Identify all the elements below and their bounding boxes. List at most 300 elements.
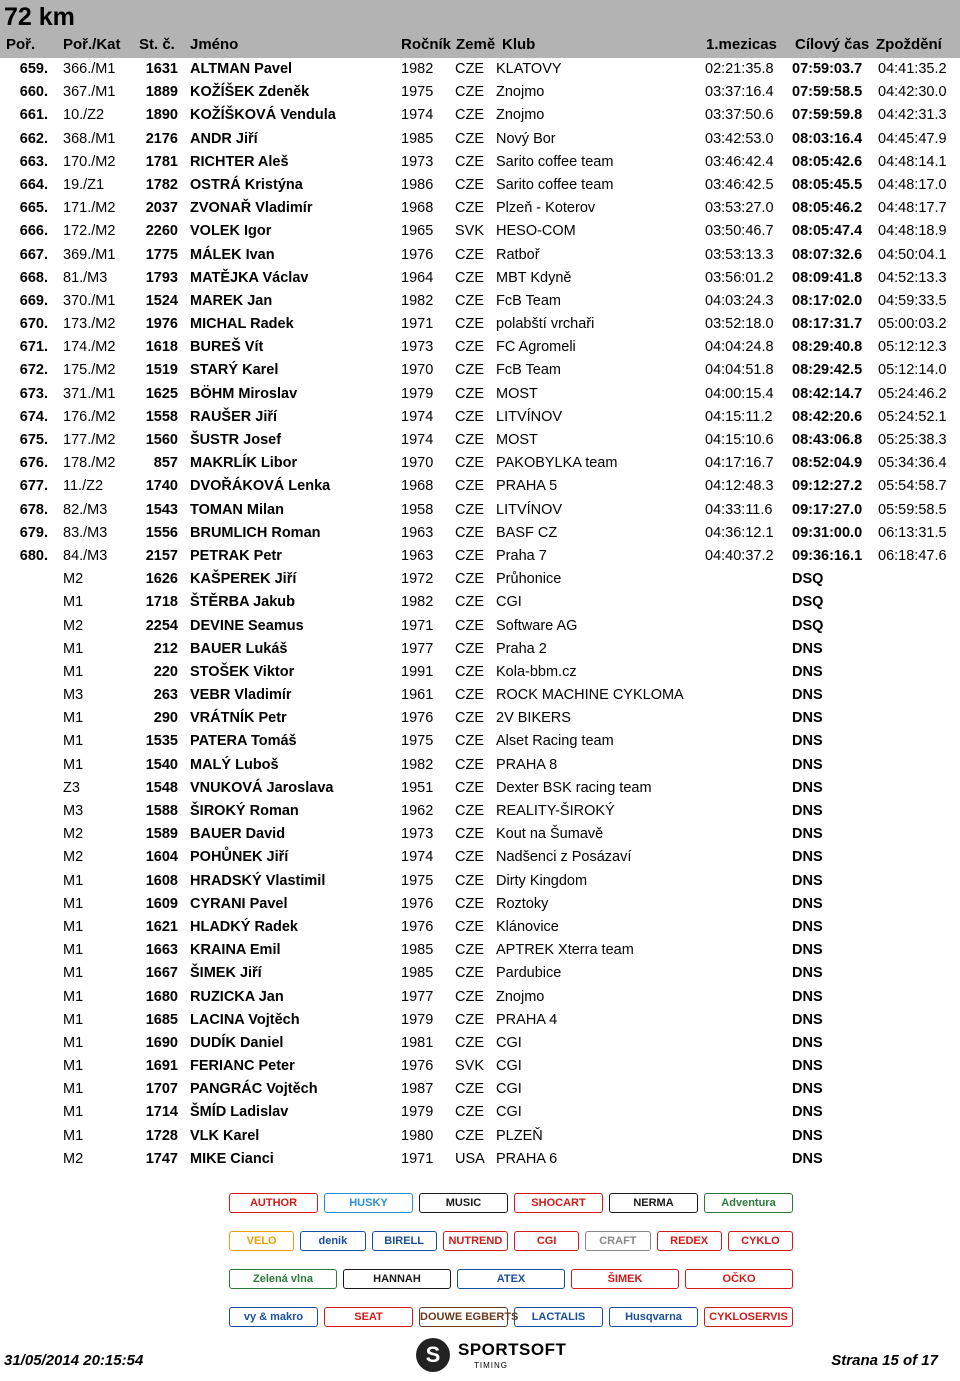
cell-country: CZE: [455, 803, 484, 819]
sponsor-logo: NERMA: [609, 1193, 698, 1213]
cell-delay: 04:48:18.9: [878, 223, 947, 240]
cell-finish-time: 08:42:14.7: [792, 385, 863, 402]
table-row: [0, 615, 960, 638]
cell-name: BÖHM Miroslav: [190, 385, 298, 402]
cell-position: 662.: [19, 130, 48, 147]
cell-finish-time: DNS: [792, 1150, 823, 1167]
cell-position: 667.: [19, 246, 48, 263]
cell-name: KAŠPEREK Jiří: [190, 571, 297, 588]
cell-finish-time: DNS: [792, 779, 823, 796]
cell-category-position: 175./M2: [63, 362, 116, 379]
cell-delay: 06:18:47.6: [878, 547, 947, 564]
cell-club: Plzeň - Koterov: [496, 200, 596, 217]
cell-year: 1979: [401, 1104, 434, 1121]
table-row: [0, 962, 960, 985]
cell-start-number: 1625: [145, 385, 178, 402]
cell-country: CZE: [455, 918, 484, 935]
cell-country: CZE: [455, 1104, 484, 1121]
table-row: [0, 777, 960, 800]
cell-name: HLADKÝ Radek: [190, 918, 298, 935]
cell-category-position: 370./M1: [63, 292, 116, 309]
cell-split-time: 04:03:24.3: [705, 292, 774, 309]
cell-category-position: M1: [63, 872, 84, 889]
cell-name: BAUER David: [190, 826, 286, 843]
sponsor-logo: CRAFT: [585, 1231, 650, 1251]
cell-finish-time: DNS: [792, 918, 823, 935]
cell-finish-time: DNS: [792, 710, 823, 727]
cell-delay: 05:59:58.5: [878, 501, 947, 518]
cell-start-number: 1667: [145, 965, 178, 982]
cell-position: 674.: [19, 408, 48, 425]
table-row: [0, 684, 960, 707]
cell-start-number: 1621: [145, 918, 178, 935]
cell-year: 1971: [401, 617, 434, 634]
cell-split-time: 03:50:46.7: [705, 223, 774, 240]
cell-split-time: 04:17:16.7: [705, 455, 774, 472]
cell-start-number: 1728: [145, 1127, 178, 1144]
cell-delay: 04:45:47.9: [878, 130, 947, 147]
cell-year: 1971: [401, 316, 434, 333]
cell-start-number: 1608: [145, 872, 178, 889]
sponsor-logo: LACTALIS: [514, 1307, 603, 1327]
cell-country: CZE: [455, 246, 484, 263]
cell-club: CGI: [496, 594, 522, 611]
cell-delay: 04:52:13.3: [878, 269, 947, 286]
cell-split-time: 03:53:27.0: [705, 200, 774, 217]
table-row: [0, 452, 960, 475]
cell-finish-time: 08:29:42.5: [792, 362, 863, 379]
cell-start-number: 1540: [145, 756, 178, 773]
results-table: [0, 58, 960, 1171]
cell-club: Alset Racing team: [496, 733, 614, 750]
cell-year: 1974: [401, 432, 434, 448]
cell-club: CGI: [496, 1058, 522, 1075]
cell-position: 666.: [19, 223, 48, 240]
cell-start-number: 1691: [145, 1058, 178, 1075]
cell-year: 1976: [401, 895, 434, 912]
cell-club: KLATOVY: [496, 61, 562, 77]
cell-finish-time: 09:12:27.2: [792, 478, 863, 495]
cell-split-time: 03:37:16.4: [705, 84, 774, 101]
cell-split-time: 04:15:11.2: [705, 408, 773, 425]
cell-finish-time: 08:07:32.6: [792, 246, 863, 263]
cell-year: 1976: [401, 918, 434, 935]
cell-start-number: 1707: [145, 1081, 178, 1098]
cell-year: 1973: [401, 153, 434, 170]
cell-category-position: 170./M2: [63, 153, 116, 170]
header-klub: Klub: [502, 36, 536, 53]
cell-country: CZE: [455, 779, 484, 796]
cell-split-time: 04:36:12.1: [705, 524, 774, 541]
cell-country: CZE: [455, 826, 484, 843]
cell-club: FcB Team: [496, 292, 562, 309]
cell-name: ANDR Jiří: [190, 130, 258, 147]
cell-start-number: 857: [153, 455, 178, 472]
cell-finish-time: DNS: [792, 1011, 823, 1028]
cell-club: CGI: [496, 1104, 522, 1121]
cell-country: CZE: [455, 478, 484, 495]
cell-country: CZE: [455, 988, 484, 1005]
table-row: [0, 870, 960, 893]
cell-split-time: 04:40:37.2: [705, 547, 774, 564]
cell-country: CZE: [455, 872, 484, 889]
cell-club: PRAHA 6: [496, 1150, 558, 1167]
table-row: [0, 128, 960, 151]
cell-start-number: 2260: [145, 223, 178, 240]
cell-start-number: 1718: [145, 594, 178, 611]
table-row: [0, 893, 960, 916]
cell-finish-time: DSQ: [792, 594, 824, 611]
header-zpozdeni: Zpoždění: [876, 36, 942, 53]
cell-country: CZE: [455, 1081, 484, 1098]
cell-delay: 05:24:46.2: [878, 385, 947, 402]
table-row: [0, 174, 960, 197]
cell-year: 1964: [401, 269, 434, 286]
cell-finish-time: DNS: [792, 895, 823, 912]
cell-name: MALÝ Luboš: [190, 756, 279, 773]
cell-finish-time: DNS: [792, 640, 823, 657]
cell-year: 1985: [401, 965, 434, 982]
cell-category-position: 172./M2: [63, 223, 116, 240]
print-date: 31/05/2014 20:15:54: [4, 1352, 144, 1369]
cell-position: 679.: [19, 524, 48, 541]
cell-name: CYRANI Pavel: [190, 895, 288, 912]
table-row: [0, 1055, 960, 1078]
cell-category-position: M1: [63, 1058, 84, 1075]
header-mezicas: 1.mezicas: [706, 36, 777, 53]
cell-start-number: 1890: [145, 107, 178, 124]
cell-name: STOŠEK Viktor: [190, 663, 295, 680]
cell-country: CZE: [455, 756, 484, 773]
cell-year: 1985: [401, 130, 434, 147]
cell-year: 1965: [401, 223, 434, 240]
cell-delay: 05:24:52.1: [878, 408, 947, 425]
cell-name: ZVONAŘ Vladimír: [190, 200, 313, 217]
cell-country: CZE: [455, 733, 484, 750]
cell-year: 1973: [401, 826, 434, 843]
cell-club: Praha 2: [496, 640, 547, 657]
cell-category-position: M1: [63, 1081, 84, 1098]
cell-position: 677.: [19, 478, 48, 495]
cell-club: MOST: [496, 432, 538, 448]
sponsor-logo: CGI: [514, 1231, 579, 1251]
cell-finish-time: 08:05:42.6: [792, 153, 863, 170]
cell-start-number: 1548: [145, 779, 178, 796]
sponsor-logo: NUTREND: [443, 1231, 508, 1251]
cell-club: polabští vrchaři: [496, 316, 595, 333]
cell-category-position: M2: [63, 1150, 84, 1167]
cell-position: 668.: [19, 269, 48, 286]
cell-split-time: 04:04:24.8: [705, 339, 774, 356]
cell-club: Sarito coffee team: [496, 176, 614, 193]
cell-country: SVK: [455, 223, 485, 240]
table-row: [0, 1009, 960, 1032]
cell-finish-time: DNS: [792, 826, 823, 843]
cell-split-time: 03:42:53.0: [705, 130, 774, 147]
cell-start-number: 1543: [145, 501, 178, 518]
cell-delay: 04:48:17.7: [878, 200, 947, 217]
table-row: [0, 313, 960, 336]
cell-start-number: 1680: [145, 988, 178, 1005]
cell-position: 673.: [19, 385, 48, 402]
cell-year: 1979: [401, 385, 434, 402]
cell-start-number: 1558: [145, 408, 178, 425]
table-row: [0, 545, 960, 568]
cell-name: MAREK Jan: [190, 292, 273, 309]
cell-club: Kola-bbm.cz: [496, 663, 577, 680]
cell-position: 663.: [19, 153, 48, 170]
cell-split-time: 04:15:10.6: [705, 432, 774, 448]
cell-club: PRAHA 5: [496, 478, 558, 495]
cell-finish-time: DNS: [792, 803, 823, 819]
cell-name: BUREŠ Vít: [190, 339, 264, 356]
cell-year: 1970: [401, 455, 434, 472]
cell-start-number: 1714: [145, 1104, 178, 1121]
cell-club: PAKOBYLKA team: [496, 455, 618, 472]
cell-year: 1968: [401, 478, 434, 495]
cell-position: 672.: [19, 362, 48, 379]
cell-start-number: 1781: [145, 153, 178, 170]
cell-split-time: 04:00:15.4: [705, 385, 774, 402]
cell-category-position: 11./Z2: [63, 478, 104, 495]
cell-country: CZE: [455, 385, 484, 402]
cell-start-number: 212: [153, 640, 178, 657]
cell-finish-time: 09:17:27.0: [792, 501, 863, 518]
cell-split-time: 04:33:11.6: [705, 501, 773, 518]
sponsor-logo: MUSIC: [419, 1193, 508, 1213]
cell-position: 671.: [19, 339, 48, 356]
cell-delay: 04:50:04.1: [878, 246, 947, 263]
cell-year: 1961: [401, 687, 434, 704]
sponsor-logo: denik: [300, 1231, 365, 1251]
table-row: [0, 359, 960, 382]
cell-name: MAKRLÍK Libor: [190, 455, 298, 472]
sponsor-logo: OČKO: [685, 1269, 793, 1289]
cell-name: RUZICKA Jan: [190, 988, 284, 1005]
cell-category-position: 81./M3: [63, 269, 108, 286]
sponsor-logo: AUTHOR: [229, 1193, 318, 1213]
cell-start-number: 2176: [145, 130, 178, 147]
cell-club: CGI: [496, 1034, 522, 1051]
cell-start-number: 1524: [145, 292, 178, 309]
cell-finish-time: DNS: [792, 687, 823, 704]
cell-category-position: M1: [63, 918, 84, 935]
cell-country: CZE: [455, 965, 484, 982]
table-row: [0, 661, 960, 684]
cell-year: 1982: [401, 61, 434, 77]
cell-club: FcB Team: [496, 362, 562, 379]
cell-name: POHŮNEK Jiří: [190, 849, 289, 866]
cell-category-position: M2: [63, 826, 84, 843]
cell-position: 669.: [19, 292, 48, 309]
cell-start-number: 1782: [145, 176, 178, 193]
cell-category-position: M1: [63, 1104, 84, 1121]
cell-country: CZE: [455, 153, 484, 170]
cell-start-number: 1604: [145, 849, 178, 866]
cell-category-position: 177./M2: [63, 432, 116, 448]
cell-start-number: 1609: [145, 895, 178, 912]
cell-year: 1976: [401, 710, 434, 727]
cell-year: 1974: [401, 849, 434, 866]
sponsor-logos: [225, 1185, 795, 1335]
table-row: [0, 151, 960, 174]
cell-club: Dirty Kingdom: [496, 872, 588, 889]
cell-country: CZE: [455, 339, 484, 356]
cell-category-position: M1: [63, 756, 84, 773]
cell-year: 1982: [401, 756, 434, 773]
cell-name: VNUKOVÁ Jaroslava: [190, 779, 334, 796]
cell-start-number: 1588: [145, 803, 178, 819]
cell-year: 1974: [401, 107, 434, 124]
table-row: [0, 916, 960, 939]
cell-year: 1986: [401, 176, 434, 193]
sponsor-logo: vy & makro: [229, 1307, 318, 1327]
cell-year: 1979: [401, 1011, 434, 1028]
cell-year: 1962: [401, 803, 434, 819]
cell-name: ŠUSTR Josef: [190, 432, 282, 448]
cell-split-time: 03:46:42.5: [705, 176, 774, 193]
cell-name: ŠTĚRBA Jakub: [190, 594, 296, 611]
cell-name: BAUER Lukáš: [190, 640, 288, 657]
cell-delay: 04:41:35.2: [878, 61, 947, 77]
cell-year: 1980: [401, 1127, 434, 1144]
cell-start-number: 1685: [145, 1011, 178, 1028]
cell-start-number: 2157: [145, 547, 178, 564]
cell-start-number: 1631: [145, 61, 178, 77]
cell-club: Klánovice: [496, 918, 559, 935]
cell-country: CZE: [455, 61, 484, 77]
cell-country: CZE: [455, 571, 484, 588]
cell-finish-time: DNS: [792, 756, 823, 773]
cell-category-position: 371./M1: [63, 385, 116, 402]
cell-name: VEBR Vladimír: [190, 687, 292, 704]
cell-finish-time: DNS: [792, 663, 823, 680]
cell-category-position: M1: [63, 1127, 84, 1144]
sponsor-logo: ATEX: [457, 1269, 565, 1289]
cell-split-time: 03:56:01.2: [705, 269, 774, 286]
cell-year: 1970: [401, 362, 434, 379]
sponsor-logo: CYKLO: [728, 1231, 793, 1251]
cell-country: CZE: [455, 849, 484, 866]
cell-country: CZE: [455, 84, 484, 101]
cell-name: BRUMLICH Roman: [190, 524, 321, 541]
cell-category-position: Z3: [63, 779, 80, 796]
cell-year: 1975: [401, 872, 434, 889]
cell-position: 661.: [19, 107, 48, 124]
sponsor-logo: HUSKY: [324, 1193, 413, 1213]
cell-club: ROCK MACHINE CYKLOMA: [496, 687, 684, 704]
cell-club: Roztoky: [496, 895, 549, 912]
header-rocnik: Ročník: [401, 36, 452, 53]
table-header: [0, 33, 960, 57]
cell-country: USA: [455, 1150, 485, 1167]
cell-finish-time: DNS: [792, 1104, 823, 1121]
cell-finish-time: DNS: [792, 733, 823, 750]
cell-name: KRAINA Emil: [190, 942, 281, 959]
cell-category-position: 171./M2: [63, 200, 116, 217]
cell-start-number: 2037: [145, 200, 178, 217]
cell-club: Kout na Šumavě: [496, 826, 604, 843]
cell-year: 1975: [401, 84, 434, 101]
cell-category-position: M2: [63, 617, 84, 634]
cell-club: MOST: [496, 385, 538, 402]
cell-split-time: 03:53:13.3: [705, 246, 774, 263]
table-row: [0, 638, 960, 661]
cell-club: LITVÍNOV: [496, 501, 563, 518]
cell-club: Znojmo: [496, 988, 545, 1005]
cell-country: CZE: [455, 710, 484, 727]
sportsoft-logo: [414, 1334, 567, 1378]
cell-start-number: 290: [153, 710, 178, 727]
table-row: [0, 220, 960, 243]
cell-start-number: 1690: [145, 1034, 178, 1051]
table-row: [0, 707, 960, 730]
cell-country: CZE: [455, 663, 484, 680]
table-row: [0, 800, 960, 823]
cell-delay: 04:59:33.5: [878, 292, 947, 309]
table-row: [0, 58, 960, 81]
cell-club: Sarito coffee team: [496, 153, 614, 170]
cell-category-position: M1: [63, 1011, 84, 1028]
cell-country: CZE: [455, 1034, 484, 1051]
page-title: 72 km: [4, 3, 75, 31]
cell-position: 664.: [19, 176, 48, 193]
sponsor-logo: HANNAH: [343, 1269, 451, 1289]
cell-category-position: M2: [63, 571, 84, 588]
cell-club: PLZEŇ: [496, 1127, 543, 1144]
sportsoft-logo-sub: TIMING: [474, 1361, 508, 1370]
cell-start-number: 1556: [145, 524, 178, 541]
cell-name: MATĚJKA Václav: [190, 269, 309, 286]
cell-finish-time: 08:29:40.8: [792, 339, 863, 356]
cell-country: CZE: [455, 269, 484, 286]
cell-name: PATERA Tomáš: [190, 733, 297, 750]
cell-category-position: M1: [63, 965, 84, 982]
cell-category-position: M1: [63, 594, 84, 611]
cell-finish-time: 08:52:04.9: [792, 455, 863, 472]
cell-name: PANGRÁC Vojtěch: [190, 1081, 318, 1098]
cell-name: LACINA Vojtěch: [190, 1011, 300, 1028]
cell-start-number: 1589: [145, 826, 178, 843]
cell-club: MBT Kdyně: [496, 269, 572, 286]
cell-delay: 05:00:03.2: [878, 316, 947, 333]
cell-club: Ratboř: [496, 246, 540, 263]
cell-year: 1976: [401, 1058, 434, 1075]
cell-name: ŠIMEK Jiří: [190, 965, 262, 982]
cell-category-position: 366./M1: [63, 61, 116, 77]
sponsor-logo: Zelená vlna: [229, 1269, 337, 1289]
cell-start-number: 1535: [145, 733, 178, 750]
cell-name: DUDÍK Daniel: [190, 1034, 284, 1051]
cell-year: 1968: [401, 200, 434, 217]
cell-year: 1977: [401, 640, 434, 657]
cell-category-position: 174./M2: [63, 339, 116, 356]
sponsor-logo: ŠIMEK: [571, 1269, 679, 1289]
table-row: [0, 1125, 960, 1148]
cell-start-number: 1747: [145, 1150, 178, 1167]
cell-club: BASF CZ: [496, 524, 558, 541]
cell-country: CZE: [455, 501, 484, 518]
cell-name: KOŽÍŠEK Zdeněk: [190, 84, 310, 101]
cell-club: LITVÍNOV: [496, 408, 563, 425]
cell-country: CZE: [455, 408, 484, 425]
cell-name: FERIANC Peter: [190, 1058, 295, 1075]
table-row: [0, 1148, 960, 1171]
cell-country: CZE: [455, 362, 484, 379]
cell-delay: 05:12:14.0: [878, 362, 947, 379]
cell-category-position: 367./M1: [63, 84, 116, 101]
cell-club: Dexter BSK racing team: [496, 779, 652, 796]
